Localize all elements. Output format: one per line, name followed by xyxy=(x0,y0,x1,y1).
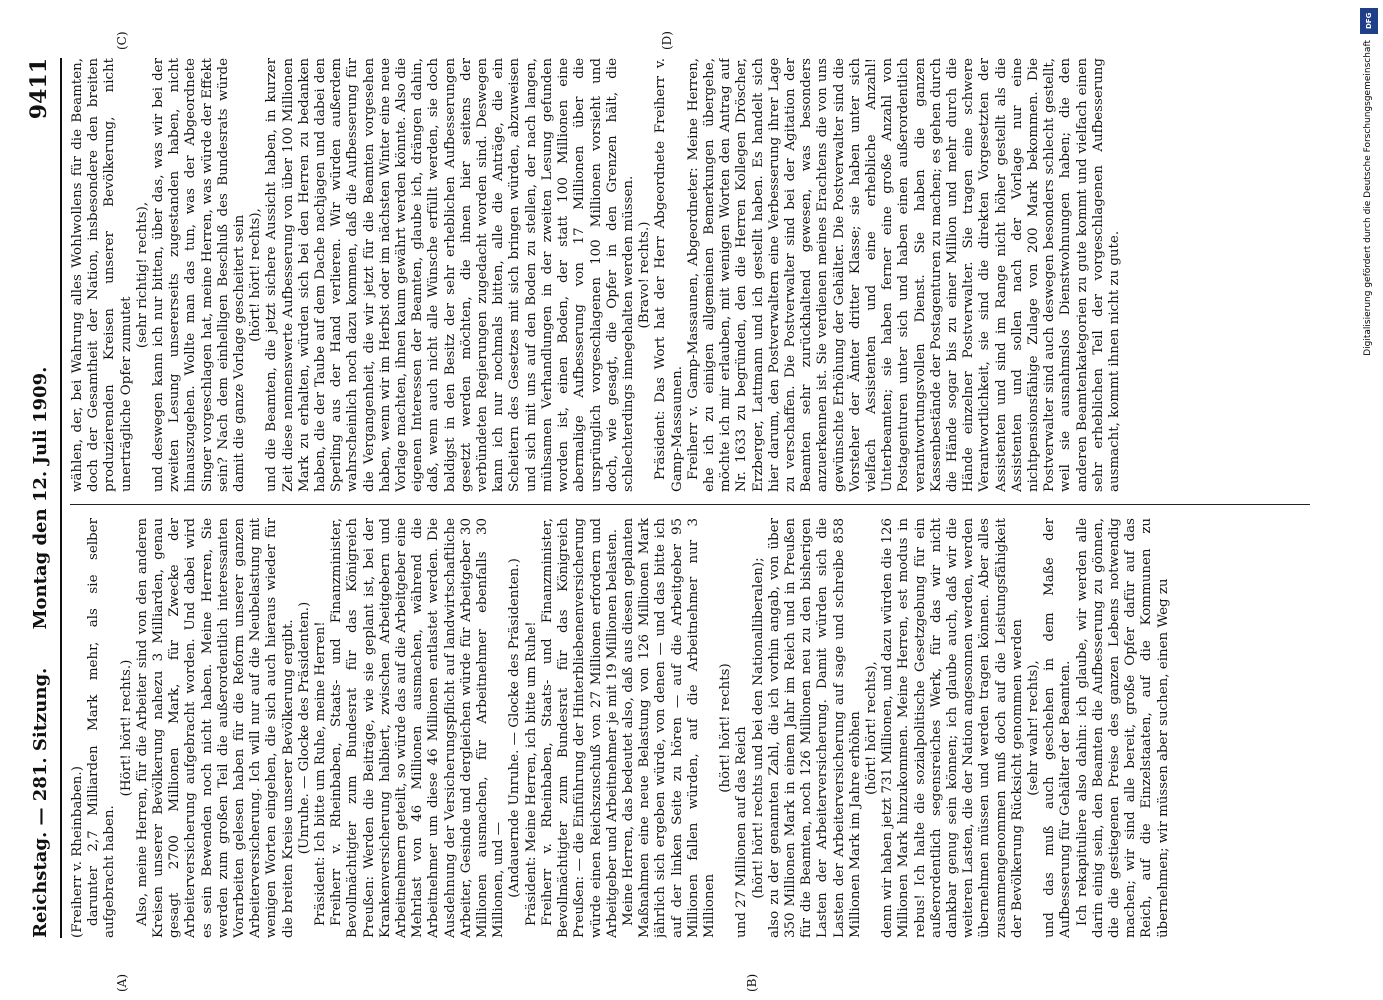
paragraph: (Freiherr v. Rheinbaben.) xyxy=(70,766,85,938)
margin-marker-b: (B) xyxy=(745,973,759,992)
paragraph: und 27 Millionen auf das Reich xyxy=(734,726,750,938)
page-number: 9411 xyxy=(26,58,52,120)
paragraph: und das muß auch geschehen in dem Maße der Aufbesserung für Gehälter der Beamten. xyxy=(1042,518,1074,938)
paragraph: (hört! hört! rechts) xyxy=(718,663,734,793)
left-column xyxy=(70,518,1320,938)
paragraph: Meine Herren, das bedeutet also, daß aus diesen geplanten Maßnahmen eine neue Belastung von 126 Millionen Mark jährlich sich ergeben würde, von denen — und das bitte ich auf der linken Seite zu hören — auf die Arbeitgeber 95 Millionen fallen würden, auf die Arbeitnehmer nur 3 Millionen xyxy=(620,518,717,938)
column-divider xyxy=(70,504,1310,505)
paragraph: (sehr richtig! rechts), xyxy=(134,201,150,349)
paragraph: (sehr wahr! rechts), xyxy=(1025,660,1041,796)
paragraph: und die Beamten, die jetzt sichere Aussicht haben, in kurzer Zeit diese nennenswerte Aufbesserung von über 100 Millionen Mark zu erhalten, würden sich bei den Herren zu bedanken haben, die der Taube auf dem Dache nachjagen und dabei den Sperling aus der Hand verlieren. Wir würden außerdem wahrscheinlich noch dazu kommen, daß die Aufbesserung für die Vergangenheit, die wir jetzt für die Beamten vorgesehen haben, wenn wir im Herbst oder im nächsten Winter eine neue Vorlage machten, ihnen kaum gewährt werden könnte. Also die eigenen Interessen der Beamten, glaube ich, drängen dahin, daß, wenn auch nicht alle Wünsche erfüllt werden, sie doch baldigst in den Besitz der sehr erheblichen Aufbesserungen gesetzt werden möchten, die ihnen hier seitens der verbündeten Regierungen zugedacht worden sind. Deswegen kann ich nur nochmals bitten, alle die Anträge, die ein Scheitern des Gesetzes mit sich bringen würden, abzuweisen und sich mit uns auf den Boden zu stellen, der nach langen, mühsamen Verhandlungen in der zweiten Lesung gefunden worden ist, einen Boden, der statt 100 Millionen eine abermalige Aufbesserung von 17 Millionen über die ursprünglich vorgeschlagenen 100 Millionen vorsieht und doch, wie gesagt, die Opfer in den Grenzen hält, die schlechterdings innegehalten werden müssen. xyxy=(264,58,636,492)
paragraph: denn wir haben jetzt 731 Millionen, und dazu würden die 126 Millionen Mark hinzukommen. Meine Herren, est modus in rebus! Ich halte die sozialpolitische Gesetzgebung für ein außerordentlich segensreiches Werk, für das wir nicht dankbar genug sein können; ich glaube auch, daß wir die weiteren Lasten, die der Nation angesonnen werden, werden übernehmen müssen und werden tragen können. Aber alles zusammengenommen muß doch auf die Leistungsfähigkeit der Bevölkerung Rücksicht genommen werden xyxy=(880,518,1025,938)
paragraph: Präsident: Das Wort hat der Herr Abgeordnete Freiherr v. Gamp-Massaunen. xyxy=(653,58,685,492)
paragraph: Freiherr v. Rheinbaben, Staats- und Finanzminister, Bevollmächtigter zum Bundesrat für das Königreich Preußen: — die Einführung der Hinterbliebenenversicherung würde einen Reichszuschuß von 27 Millionen erfordern und Arbeitgeber und Arbeitnehmer je mit 19 Millionen belasten. xyxy=(539,518,620,938)
dfg-logo: DFG xyxy=(1360,8,1378,34)
paragraph: Präsident: Meine Herren, ich bitte um Ruhe! xyxy=(523,621,539,926)
paragraph: Präsident: Ich bitte um Ruhe, meine Herren! xyxy=(313,621,329,926)
margin-marker-a: (A) xyxy=(115,973,129,992)
margin-marker-d: (D) xyxy=(660,31,674,50)
header-date: Montag den 12. Juli 1909. xyxy=(30,366,51,630)
right-column xyxy=(70,58,1320,492)
paragraph: (Unruhe. — Glocke des Präsidenten.) xyxy=(296,601,312,855)
paragraph: und deswegen kann ich nur bitten, über das, was wir bei der zweiten Lesung unsererseits zugestanden haben, nicht hinauszugehen. Wollte man das tun, was der Abgeordnete Singer vorgeschlagen hat, meine Herren, was würde der Effekt sein? Nach dem einhelligen Beschluß des Bundesrats würde damit die ganze Vorlage gescheitert sein xyxy=(151,58,248,492)
paragraph: wählen, der, bei Wahrung alles Wohlwollens für die Beamten, doch der Gesamtheit der Nation, insbesondere den breiten produzierenden Kreisen unserer Bevölkerung, nicht unerträgliche Opfer zumutet xyxy=(70,58,134,492)
digitization-credit: Digitalisierung gefördert durch die Deutsche Forschungsgemeinschaft xyxy=(1363,40,1373,356)
page-header xyxy=(20,58,62,938)
paragraph: Freiherr v. Gamp-Massaunen, Abgeordneter: Meine Herren, ehe ich zu einigen allgemeinen Bemerkungen übergehe, möchte ich mir erlauben, mit wenigen Worten den Antrag auf Nr. 1633 zu begründen, den die Herren Kollegen Dröscher, Erzberger, Lattmann und ich gestellt haben. Es handelt sich hier darum, den Postverwaltern eine Verbesserung ihrer Lage zu verschaffen. Die Postverwalter sind bei der Agitation der Beamten sehr zurückhaltend gewesen, was besonders anzuerkennen ist. Sie verdienen meines Erachtens die von uns gewünschte Erhöhung der Gehälter. Die Postverwalter sind die Vorsteher der Ämter dritter Klasse; sie haben unter sich vielfach Assistenten und eine erhebliche Anzahl! Unterbeamten; sie haben ferner eine große Anzahl von Postagenturen unter sich und haben einen außerordentlich verantwortungsvollen Dienst. Sie haben die ganzen Kassenbestände der Postagenturen zu machen; es gehen durch die Hände sogar bis zu einer Million und mehr durch die Hände einzelner Postverwalter. Sie tragen eine schwere Verantwortlichkeit, sie sind die direkten Vorgesetzten der Assistenten und sind im Range nicht höher gestellt als die Assistenten und sollen nach der Vorlage nur eine nichtpensionsfähige Zulage von 200 Mark bekommen. Die Postverwalter sind auch deswegen besonders schlecht gestellt, weil sie ausnahmslos Dienstwohnungen haben; die den anderen Beamtenkategorien zu gute kommt und vielfach einen sehr erheblichen Teil der vorgeschlagenen Aufbesserung ausmacht, kommt ihnen nicht zu gute. xyxy=(685,58,1122,492)
paragraph: also zu der genannten Zahl, die ich vorhin angab, von über 350 Millionen Mark in einem Jahr im Reich und in Preußen für die Beamten, noch 126 Millionen neu zu den bisherigen Lasten der Arbeiterversicherung. Damit würden sich die Lasten der Arbeiterversicherung auf sage und schreibe 858 Millionen Mark im Jahre erhöhen xyxy=(766,518,863,938)
paragraph: Freiherr v. Rheinbaben, Staats- und Finanzminister, Bevollmächtigter zum Bundesrat für das Königreich Preußen: Werden die Beiträge, wie sie geplant ist, bei der Krankenversicherung halbiert, zwischen Arbeitgebern und Arbeitnehmern geteilt, so würde das auf die Arbeitgeber eine Mehrlast von 46 Millionen ausmachen, während die Arbeitnehmer um diese 46 Millionen entlastet werden. Die Ausdehnung der Versicherungspflicht auf landwirtschaftliche Arbeiter, Gesinde und dergleichen würde für Arbeitgeber 30 Millionen ausmachen, für Arbeitnehmer ebenfalls 30 Millionen, und — xyxy=(329,518,507,938)
paragraph: darunter 2,7 Milliarden Mark mehr, als sie selber aufgebracht haben. xyxy=(86,518,118,938)
paragraph: (Hört! hört! rechts.) xyxy=(118,659,134,797)
paragraph: (Andauernde Unruhe. — Glocke des Präsidenten.) xyxy=(507,558,523,898)
paragraph: Ich rekapituliere also dahin: ich glaube, wir werden alle darin einig sein, den Beamten die Aufbesserung zu gönnen, die die gestiegenen Preise des ganzen Lebens notwendig machen; wir sind alle bereit, große Opfer dafür auf das Reich, auf die Einzelstaaten, auf die Kommunen zu übernehmen; wir müssen aber suchen, einen Weg zu xyxy=(1074,518,1171,938)
header-session: Reichstag. — 281. Sitzung. xyxy=(30,667,51,938)
paragraph: (hört! hört! rechts), xyxy=(248,208,264,342)
paragraph: (hört! hört! rechts und bei den Nationalliberalen); xyxy=(750,557,766,899)
margin-marker-c: (C) xyxy=(115,31,129,50)
paragraph: Also, meine Herren, für die Arbeiter sind von den anderen Kreisen unserer Bevölkerung nahezu 3 Milliarden, genau gesagt 2700 Millionen Mark, für Zwecke der Arbeiterversicherung aufgebracht worden. Und dabei wird es sein Bewenden noch nicht haben. Meine Herren, Sie werden zum großen Teil die außerordentlich interessanten Vorarbeiten gelesen haben für die Reform unserer ganzen Arbeiterversicherung. Ich will nur auf die Neubelastung mit wenigen Worten eingehen, die sich auch hieraus wieder für die breiten Kreise unserer Bevölkerung ergibt. xyxy=(134,518,296,938)
paragraph: (hört! hört! rechts), xyxy=(863,661,879,795)
paragraph: (Bravo! rechts.) xyxy=(637,221,653,329)
